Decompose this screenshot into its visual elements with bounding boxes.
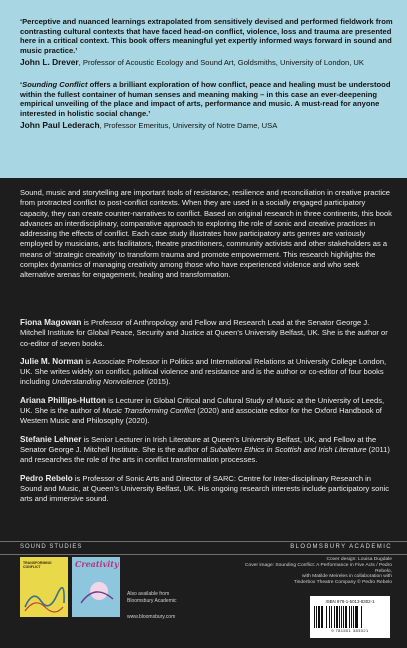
endorsement-quote-1: ‘Perceptive and nuanced learnings extrapolated from sensitively devised and performed fieldwork from contrasting cultural contexts that have faced head-on conflict, violence, loss and trauma are presented here in a critical context. This book offers meaningful yet expertly informed ways forward in sound and music practice.’: [20, 17, 393, 55]
bio-text: is Lecturer in Global Critical and Cultural Study of Music at the University of Leeds, UK. She is the author of: [20, 395, 385, 416]
cover-artwork-icon: [23, 587, 65, 613]
barcode-bars: [314, 606, 386, 628]
endorsement-panel: [0, 0, 407, 178]
bio-text-tail: (2020) and associate editor for the Oxford Handbook of Western Music and Philosophy (2020).: [20, 406, 382, 426]
bio-book-title: Understanding Nonviolence: [51, 377, 145, 387]
bio-text: is Professor of Sonic Arts and Director of SARC: Centre for Inter-disciplinary Research in Sound and Music, at Queen’s University Belfast, UK. His ongoing research interests include participatory sonic arts and immersive sound.: [20, 473, 390, 504]
credit-line: Cover design: Louisa Dugdale: [326, 557, 392, 562]
author-name: Ariana Phillips-Hutton: [20, 395, 106, 405]
cover-artwork-icon: [75, 569, 117, 609]
related-book-cover: [72, 557, 120, 617]
barcode-bar: [362, 606, 363, 628]
cover-title-line: CONFLICT: [23, 565, 41, 569]
cover-title-line: TRANSFORMING: [23, 561, 52, 565]
bio-book-title: Subaltern Ethics in Scottish and Irish Literature: [209, 444, 367, 454]
book-description: Sound, music and storytelling are important tools of resistance, resilience and reconciliation in creative practice from protracted conflict to post-conflict contexts. When they are used in a socially engaged participatory capacity, they can create counter-narratives to conflict. Based on original research in three continents, this book advances an interdisciplinary, comparative approach to exploring the role of sonic and creative practices in addressing the effects of conflict. Each case study illustrates how participatory arts genres are variously employed by musicians, arts facilitators, theatre practitioners, community activists and other stakeholders as a means of ‘strategic creativity’ to transform trauma and promote empowerment. This research highlights the complex dynamics of managing creativity among those who have experienced violence and who seek alternative arenas for engagement, healing and transformation.: [20, 188, 392, 280]
credit-line: with Matilde Meireles in collaboration with: [302, 574, 392, 580]
divider: [0, 554, 407, 555]
endorser-name-2: John Paul Lederach: [20, 120, 100, 131]
endorser-name-1: John L. Drever: [20, 57, 79, 68]
endorser-affiliation-1: , Professor of Acoustic Ecology and Sound Art, Goldsmiths, University of London, UK: [78, 58, 364, 68]
related-book-cover: [20, 557, 68, 617]
credit-line: Cover image: Sounding Conflict: A Performance in Five Acts / Pedro Rebelo,: [244, 562, 392, 574]
also-available-line: Bloomsbury Academic: [127, 597, 177, 604]
credit-line: Tinderbox Theatre Company © Pedro Rebelo: [293, 580, 392, 586]
cover-title: Creativity: [75, 559, 119, 569]
bio-text-tail: (2011) and researches the role of the arts in conflict transformation processes.: [20, 444, 390, 465]
barcode-digits: 9 781501 383021: [331, 628, 369, 633]
bio-text: is Professor of Anthropology and Fellow and Research Lead at the Senator George J. Mitchell Institute for Global Peace, Security and Justice at Queen’s University Belfast, UK. She is the author or co-editor of seven books.: [20, 318, 388, 348]
bio-text: is Senior Lecturer in Irish Literature at Queen’s University Belfast, UK, and Fellow at the Senator George J. Mitchell Institute. She is the author of: [20, 434, 377, 454]
author-name: Julie M. Norman: [20, 356, 84, 366]
quote-mark: ‘: [20, 79, 23, 89]
endorser-affiliation-2: , Professor Emeritus, University of Notre Dame, USA: [99, 121, 278, 131]
author-name: Pedro Rebelo: [20, 473, 73, 483]
author-bio: [20, 357, 392, 388]
endorsement-attribution-1: [20, 58, 395, 68]
quote-body: offers a brilliant exploration of how conflict, peace and healing must be understood within the fullest container of human senses and meaning making – in this case an ever-deepening empirical unveiling of the place and impact of arts, performance and music. A must-read for anyone interested in holistic social change.’: [20, 79, 391, 118]
endorsement-attribution-2: [20, 121, 395, 131]
author-name: Fiona Magowan: [20, 318, 82, 327]
endorsement-quote-2: [20, 80, 395, 118]
series-label: SOUND STUDIES: [20, 544, 83, 550]
author-bios: [20, 318, 392, 512]
author-bio: [20, 318, 392, 349]
website-link[interactable]: www.bloomsbury.com: [127, 614, 176, 620]
publisher-label: BLOOMSBURY ACADEMIC: [290, 544, 392, 550]
author-bio: [20, 474, 392, 505]
quote-book-title: Sounding Conflict: [22, 79, 88, 89]
author-bio: [20, 435, 392, 466]
author-bio: [20, 396, 392, 427]
bio-text-tail: (2015).: [144, 377, 171, 387]
also-available-note: [127, 591, 176, 621]
isbn-label: ISBN 978-1-5013-8302-1: [325, 599, 375, 604]
isbn-barcode: [310, 596, 390, 638]
bio-text: is Associate Professor in Politics and International Relations at University College London, UK. She writes widely on conflict, political violence and resistance and is the author or co-editor of four books including: [20, 356, 387, 387]
bio-book-title: Music Transforming Conflict: [102, 406, 196, 416]
author-name: Stefanie Lehner: [20, 434, 82, 444]
cover-credits: [232, 557, 392, 586]
also-available-line: Also available from: [127, 591, 170, 597]
series-strip: [0, 542, 407, 554]
